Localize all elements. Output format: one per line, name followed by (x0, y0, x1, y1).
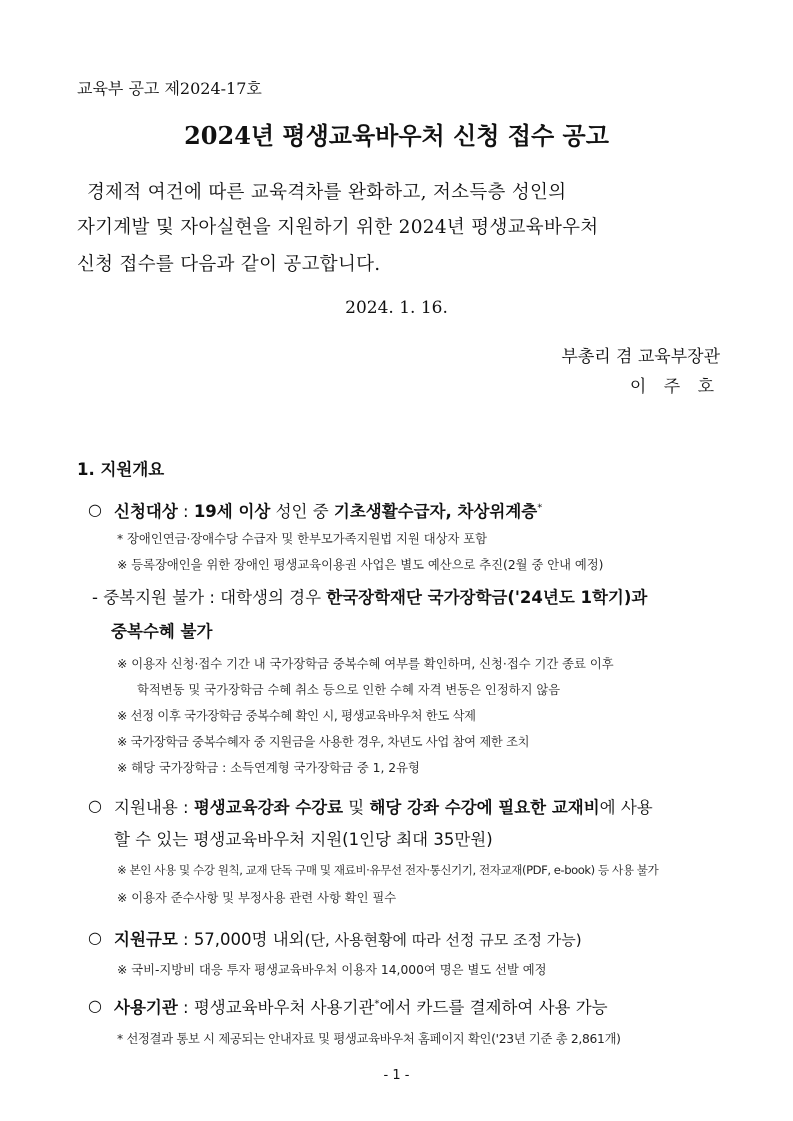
target-note-1: * 장애인연금·장애수당 수급자 및 한부모가족지원법 지원 대상자 포함 (117, 532, 488, 546)
institution-note: * 선정결과 통보 시 제공되는 안내자료 및 평생교육바우처 홈페이지 확인('23년 기준 총 2,861개) (117, 1032, 621, 1046)
content-line-1 (114, 794, 653, 818)
notice-date: 2024. 1. 16. (345, 298, 448, 318)
duplicate-note-4: ※ 해당 국가장학금 : 소득연계형 국가장학금 중 1, 2유형 (117, 761, 420, 775)
content-label: 지원내용 : (114, 798, 194, 817)
institution-text-2: 에서 카드를 결제하여 사용 가능 (379, 998, 608, 1017)
duplicate-bold-2: 중복수혜 불가 (111, 622, 213, 641)
issuer-title: 부총리 겸 교육부장관 (561, 347, 720, 367)
institution-line (114, 994, 608, 1018)
target-sep: : (177, 502, 194, 521)
content-note-1: ※ 본인 사용 및 수강 원칙, 교재 단독 구매 및 재료비·유무선 전자·통신기기, 전자교재(PDF, e-book) 등 사용 불가 (117, 863, 659, 877)
bullet-mark: ○ (88, 996, 102, 1015)
target-star: * (537, 502, 543, 514)
content-tail: 에 사용 (599, 798, 653, 817)
target-note-2: ※ 등록장애인을 위한 장애인 평생교육이용권 사업은 별도 예산으로 추진(2월 중 안내 예정) (117, 558, 604, 572)
notice-number: 교육부 공고 제2024-17호 (77, 79, 262, 98)
section-heading: 1. 지원개요 (77, 460, 165, 479)
duplicate-note-2: ※ 선정 이후 국가장학금 중복수혜 확인 시, 평생교육바우처 한도 삭제 (117, 709, 476, 723)
duplicate-line-2 (111, 618, 212, 642)
intro-line-2: 자기계발 및 자아실현을 지원하기 위한 2024년 평생교육바우처 (77, 217, 599, 238)
page-number: - 1 - (383, 1068, 410, 1083)
target-groups: 기초생활수급자, 차상위계층 (333, 502, 538, 521)
institution-text-1: : 평생교육바우처 사용기관 (177, 998, 375, 1017)
duplicate-note-1: ※ 이용자 신청·접수 기간 내 국가장학금 중복수혜 여부를 확인하며, 신청·접수 기간 종료 이후 (117, 657, 614, 671)
target-mid: 성인 중 (270, 502, 334, 521)
institution-star: * (374, 998, 380, 1010)
page-title: 2024년 평생교육바우처 신청 접수 공고 (184, 121, 609, 150)
bullet-mark: ○ (88, 500, 102, 519)
bullet-mark: ○ (88, 796, 102, 815)
institution-label: 사용기관 (114, 998, 178, 1017)
scale-note: ※ 국비-지방비 대응 투자 평생교육바우처 이용자 14,000여 명은 별도 선발 예정 (117, 963, 547, 977)
intro-line-3: 신청 접수를 다음과 같이 공고합니다. (77, 254, 381, 275)
scale-text: : 57,000명 내외 (177, 930, 305, 949)
duplicate-line (92, 584, 647, 608)
content-line-2: 할 수 있는 평생교육바우처 지원(1인당 최대 35만원) (114, 830, 493, 849)
content-mid: 및 (343, 798, 370, 817)
content-bold-1: 평생교육강좌 수강료 (193, 798, 344, 817)
duplicate-bold-1: 한국장학재단 국가장학금('24년도 1학기)과 (326, 588, 648, 607)
content-note-2: ※ 이용자 준수사항 및 부정사용 관련 사항 확인 필수 (117, 891, 397, 905)
scale-paren: (단, 사용현황에 따라 선정 규모 조정 가능) (304, 931, 582, 949)
target-age: 19세 이상 (193, 502, 271, 521)
issuer-name: 이 주 호 (629, 377, 720, 397)
duplicate-note-3: ※ 국가장학금 중복수혜자 중 지원금을 사용한 경우, 차년도 사업 참여 제한 조치 (117, 735, 530, 749)
scale-label: 지원규모 (114, 930, 178, 949)
duplicate-prefix: - 중복지원 불가 : 대학생의 경우 (92, 588, 327, 607)
target-label: 신청대상 (114, 502, 178, 521)
target-line (114, 498, 542, 522)
intro-line-1: 경제적 여건에 따른 교육격차를 완화하고, 저소득층 성인의 (87, 182, 567, 203)
duplicate-note-1-cont: 학적변동 및 국가장학금 수혜 취소 등으로 인한 수혜 자격 변동은 인정하지 않음 (137, 683, 561, 697)
bullet-mark: ○ (88, 928, 102, 947)
scale-line (114, 926, 582, 950)
content-bold-2: 해당 강좌 수강에 필요한 교재비 (369, 798, 600, 817)
